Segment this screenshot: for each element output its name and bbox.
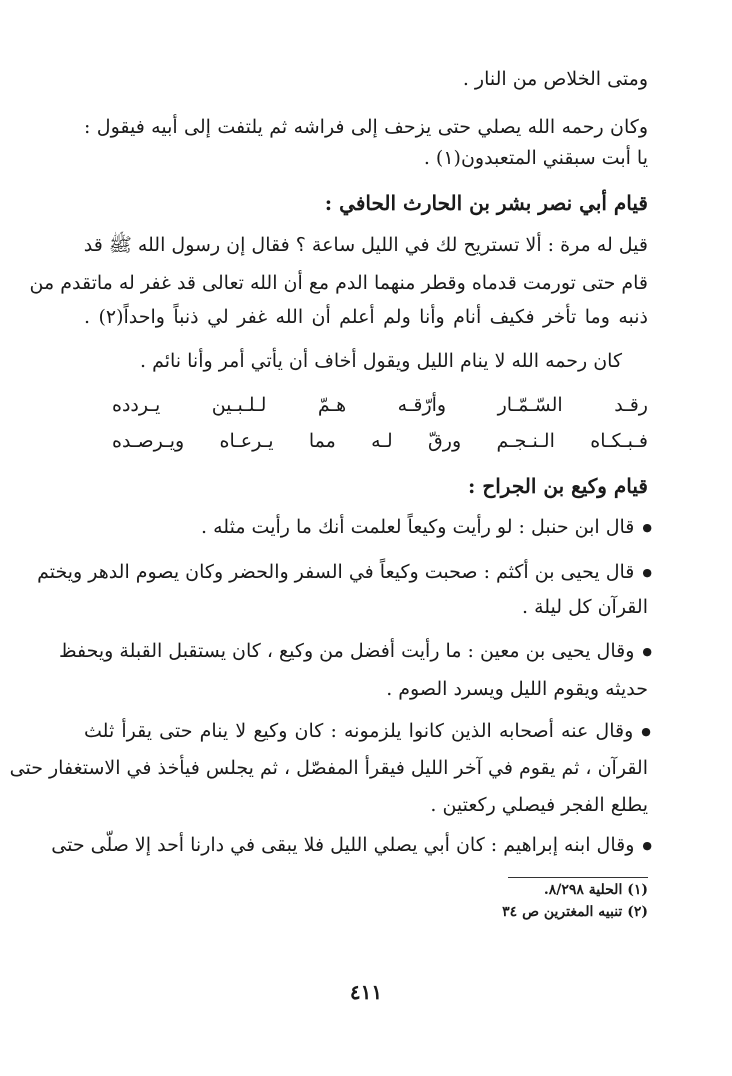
text-line: ومتى الخلاص من النار .	[462, 68, 648, 90]
text-line: القرآن ، ثم يقوم في آخر الليل فيقرأ المفصّل ، ثم يجلس فيأخذ في الاستغفار حتى	[9, 757, 648, 779]
bullet-item: ● وقال يحيى بن معين : ما رأيت أفضل من وكيع ، كان يستقبل القبلة ويحفظ	[84, 638, 652, 667]
footnote-divider	[508, 877, 648, 878]
bullet-item: ● قال ابن حنبل : لو رأيت وكيعاً لعلمت أنك ما رأيت مثله .	[201, 514, 652, 543]
page-number: ٤١١	[349, 980, 383, 1004]
verse-word: يـرعـاه	[219, 430, 274, 452]
verse-word: هـمّ	[317, 394, 347, 416]
verse-word: لـلـبـين	[211, 394, 267, 416]
text-line: حديثه ويقوم الليل ويسرد الصوم .	[386, 678, 648, 700]
section-heading: قيام أبي نصر بشر بن الحارث الحافي :	[324, 191, 648, 215]
verse-word: الـنـجـم	[496, 430, 555, 452]
verse-word: السّـمّـار	[497, 394, 563, 416]
text-line: قام حتى تورمت قدماه وقطر منهما الدم مع أن الله تعالى قد غفر له ماتقدم من	[29, 272, 648, 294]
section-heading: قيام وكيع بن الجراح :	[467, 474, 648, 498]
poem-verse	[112, 392, 648, 418]
bullet-item: ● وقال عنه أصحابه الذين كانوا يلزمونه : كان وكيع لا ينام حتى يقرأ ثلث	[84, 718, 652, 747]
text-line: كان رحمه الله لا ينام الليل ويقول أخاف أن يأتي أمر وأنا نائم .	[140, 350, 622, 372]
verse-word: رقـد	[614, 394, 648, 416]
verse-word: وأرّقـه	[397, 394, 447, 416]
verse-word: ورقّ	[428, 430, 462, 452]
text-line: ذنبه وما تأخر فكيف أنام وأنا ولم أعلم أن الله غفر لي ذنباً واحداً(٢) .	[84, 306, 648, 328]
verse-word: مما	[308, 430, 336, 452]
text-line: يطلع الفجر فيصلي ركعتين .	[430, 794, 648, 816]
bullet-item: ● قال يحيى بن أكثم : صحبت وكيعاً في السفر والحضر وكان يصوم الدهر ويختم	[84, 559, 652, 588]
verse-word: ويـرصـده	[112, 430, 185, 452]
verse-word: لـه	[371, 430, 393, 452]
text-line: قيل له مرة : ألا تستريح لك في الليل ساعة ؟ فقال إن رسول الله ﷺ قد	[83, 234, 648, 256]
text-line: القرآن كل ليلة .	[522, 596, 648, 618]
footnote: (١) الحلية ٨/٢٩٨.	[543, 882, 648, 898]
footnote: (٢) تنبيه المغترين ص ٣٤	[502, 904, 648, 920]
text-line: وكان رحمه الله يصلي حتى يزحف إلى فراشه ثم يلتفت إلى أبيه فيقول :	[84, 116, 648, 138]
verse-word: فـبـكـاه	[590, 430, 648, 452]
bullet-item: ● وقال ابنه إبراهيم : كان أبي يصلي الليل فلا يبقى في دارنا أحد إلا صلّى حتى	[84, 832, 652, 861]
verse-word: يـردده	[112, 394, 161, 416]
poem-verse	[112, 428, 648, 454]
text-line: يا أبت سبقني المتعبدون(١) .	[423, 147, 648, 169]
